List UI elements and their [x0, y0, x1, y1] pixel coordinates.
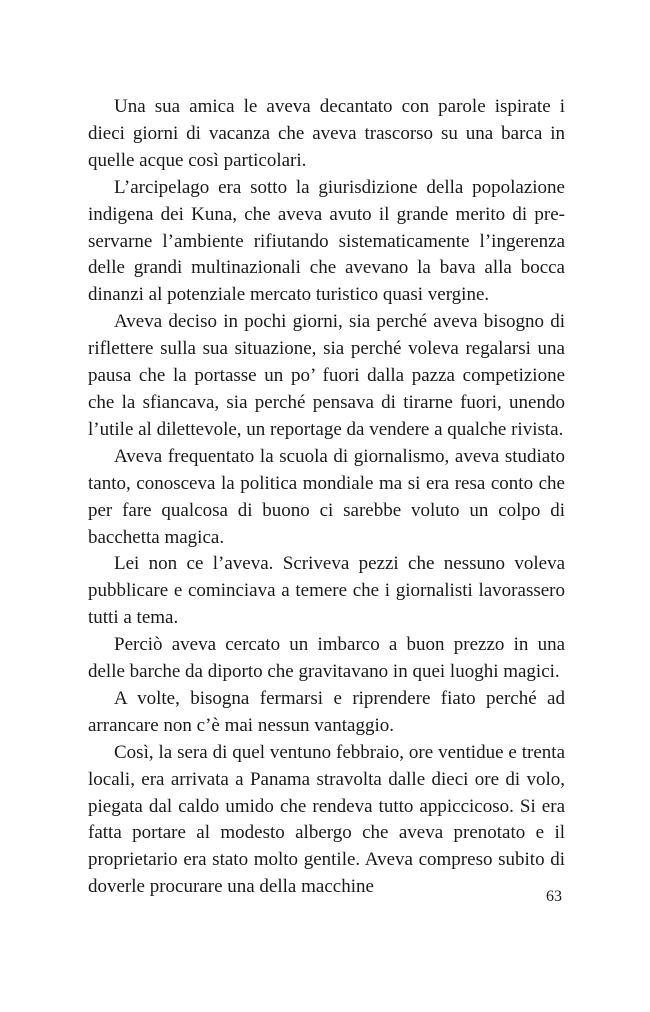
paragraph: Aveva deciso in pochi giorni, sia perché aveva bisogno di riflettere sulla sua situazione, sia perché voleva regalarsi una pausa che la portasse un po’ fuori dalla pazza competizione che la sfiancava, sia perché pensava di tirarne fuori, unendo l’utile al dilettevole, un reportage da vendere a qualche rivista. — [88, 311, 565, 440]
paragraph: A volte, bisogna fermarsi e riprendere fiato perché ad arrancare non c’è mai nessun vantaggio. — [88, 687, 565, 736]
paragraph: Perciò aveva cercato un imbarco a buon prezzo in una delle barche da diporto che gravitavano in quei luoghi magici. — [88, 634, 565, 683]
paragraph: Così, la sera di quel ventuno febbraio, ore ventidue e trenta locali, era arrivata a Panama stravolta dalle dieci ore di volo, piegata dal caldo umido che rendeva tutto appiccicoso. Si era fatta portare al modesto albergo che aveva prenotato e il proprietario era stato molto gentile. Aveva compreso subito di doverle procurare una della macchine — [88, 741, 565, 898]
paragraph: Una sua amica le aveva decantato con parole ispirate i dieci giorni di vacanza che aveva trascorso su una barca in quelle acque così particolari. — [88, 96, 565, 171]
paragraph: Lei non ce l’aveva. Scriveva pezzi che nessuno voleva pubblicare e cominciava a temere che i giornalisti lavorassero tutti a tema. — [88, 553, 565, 629]
paragraph: L’arcipelago era sotto la giurisdizione della popolazione indigena dei Kuna, che aveva avuto il grande merito di preservarne l’ambiente rifiutando sistematicamente l’ingerenza delle grandi multinazionali che avevano la bava alla bocca dinanzi al potenziale mercato turistico quasi vergine. — [88, 176, 565, 306]
page-number: 63 — [546, 888, 562, 905]
body-text — [88, 94, 565, 901]
paragraph: Aveva frequentato la scuola di giornalismo, aveva studiato tanto, conosceva la politica mondiale ma si era resa conto che per fare qualcosa di buono ci sarebbe voluto un colpo di bacchetta magica. — [88, 445, 565, 548]
